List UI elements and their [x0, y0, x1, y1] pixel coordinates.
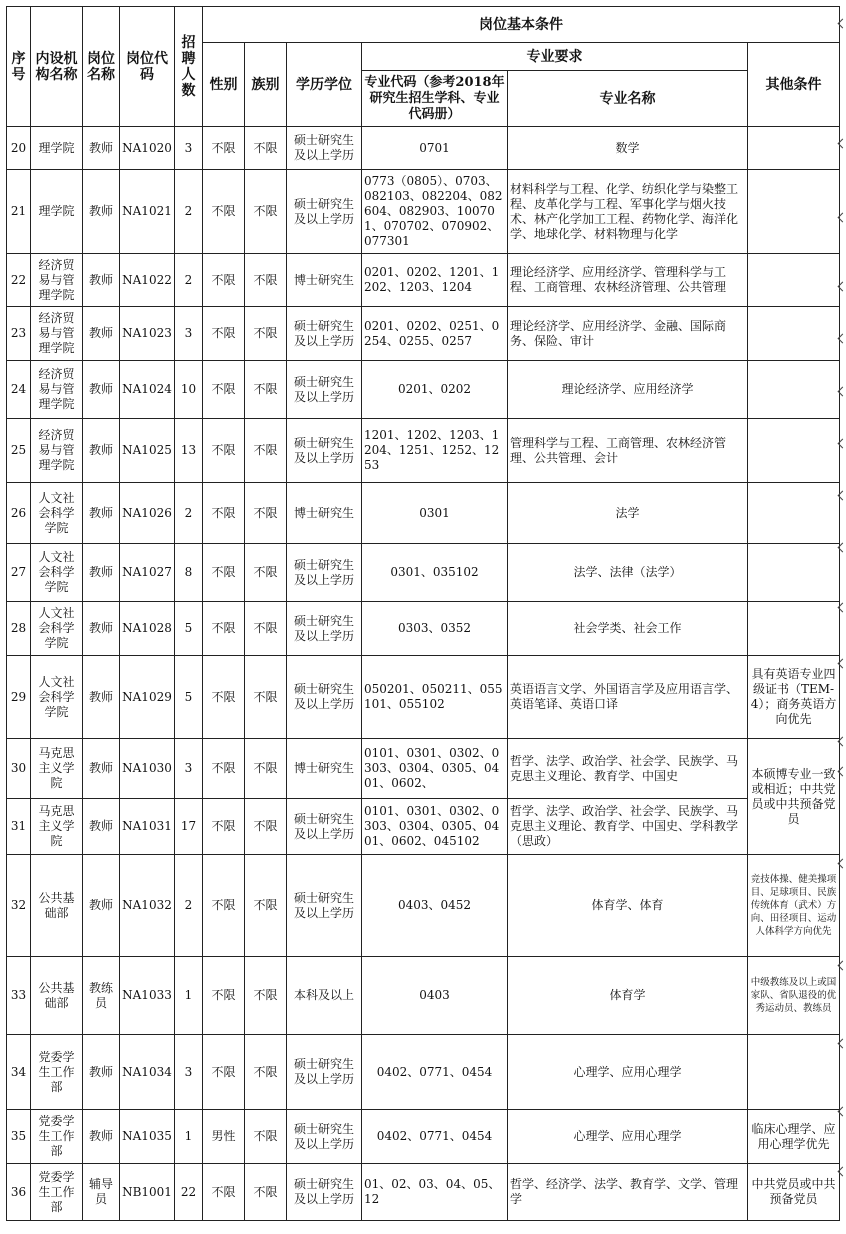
cell-post: 教师 — [83, 254, 120, 307]
table-body — [7, 127, 840, 1221]
cell-edu: 硕士研究生及以上学历 — [287, 419, 362, 483]
cell-seq: 33 — [7, 957, 31, 1035]
table-row — [7, 170, 840, 254]
cell-other — [748, 254, 840, 307]
cell-dept: 人文社会科学学院 — [31, 602, 83, 656]
cell-major-code: 0101、0301、0302、0303、0304、0305、0401、0602、 — [362, 739, 508, 799]
table-row — [7, 602, 840, 656]
cell-code: NA1034 — [120, 1035, 175, 1110]
cell-edu: 硕士研究生及以上学历 — [287, 1035, 362, 1110]
cell-major-code: 0201、0202 — [362, 361, 508, 419]
cell-code: NA1027 — [120, 544, 175, 602]
cell-edu: 硕士研究生及以上学历 — [287, 307, 362, 361]
cell-ethnic: 不限 — [245, 483, 287, 544]
cell-edu: 博士研究生 — [287, 254, 362, 307]
cell-dept: 人文社会科学学院 — [31, 544, 83, 602]
cell-other: 具有英语专业四级证书（TEM-4）；商务英语方向优先 — [748, 656, 840, 739]
cell-edu: 博士研究生 — [287, 739, 362, 799]
cell-edu: 硕士研究生及以上学历 — [287, 602, 362, 656]
cell-code: NA1035 — [120, 1110, 175, 1164]
cell-edu: 硕士研究生及以上学历 — [287, 544, 362, 602]
cell-gender: 男性 — [203, 1110, 245, 1164]
job-table — [6, 6, 840, 1221]
table-row — [7, 544, 840, 602]
header-major-code: 专业代码（参考2018年研究生招生学科、专业代码册） — [362, 71, 508, 127]
header-basic: 岗位基本条件 — [203, 7, 840, 43]
cell-dept: 公共基础部 — [31, 957, 83, 1035]
cell-major-name: 法学 — [508, 483, 748, 544]
cell-major-code: 0303、0352 — [362, 602, 508, 656]
cell-code: NA1024 — [120, 361, 175, 419]
cell-gender: 不限 — [203, 1035, 245, 1110]
cell-num: 3 — [175, 1035, 203, 1110]
cell-code: NB1001 — [120, 1164, 175, 1221]
cell-num: 3 — [175, 307, 203, 361]
table-row — [7, 1035, 840, 1110]
cell-ethnic: 不限 — [245, 127, 287, 170]
cell-seq: 20 — [7, 127, 31, 170]
table-row — [7, 1110, 840, 1164]
cell-num: 3 — [175, 739, 203, 799]
cell-major-name: 心理学、应用心理学 — [508, 1035, 748, 1110]
cell-edu: 硕士研究生及以上学历 — [287, 799, 362, 855]
cell-num: 22 — [175, 1164, 203, 1221]
cell-gender: 不限 — [203, 739, 245, 799]
cell-dept: 公共基础部 — [31, 855, 83, 957]
header-post: 岗位名称 — [83, 7, 120, 127]
cell-seq: 34 — [7, 1035, 31, 1110]
cell-major-name: 哲学、法学、政治学、社会学、民族学、马克思主义理论、教育学、中国史、学科教学（思政） — [508, 799, 748, 855]
cell-gender: 不限 — [203, 799, 245, 855]
cell-seq: 30 — [7, 739, 31, 799]
cell-num: 1 — [175, 1110, 203, 1164]
cell-seq: 21 — [7, 170, 31, 254]
cell-num: 13 — [175, 419, 203, 483]
cell-num: 2 — [175, 254, 203, 307]
cell-code: NA1022 — [120, 254, 175, 307]
cell-edu: 硕士研究生及以上学历 — [287, 1164, 362, 1221]
cell-ethnic: 不限 — [245, 739, 287, 799]
cell-num: 10 — [175, 361, 203, 419]
cell-other — [748, 544, 840, 602]
cell-num: 5 — [175, 602, 203, 656]
cell-edu: 博士研究生 — [287, 483, 362, 544]
cell-seq: 24 — [7, 361, 31, 419]
cell-code: NA1025 — [120, 419, 175, 483]
cell-code: NA1033 — [120, 957, 175, 1035]
table-row — [7, 419, 840, 483]
cell-edu: 硕士研究生及以上学历 — [287, 170, 362, 254]
cell-dept: 党委学生工作部 — [31, 1035, 83, 1110]
cell-major-name: 体育学、体育 — [508, 855, 748, 957]
cell-dept: 马克思主义学院 — [31, 799, 83, 855]
cell-other — [748, 170, 840, 254]
cell-dept: 理学院 — [31, 127, 83, 170]
cell-edu: 本科及以上 — [287, 957, 362, 1035]
cell-gender: 不限 — [203, 127, 245, 170]
cell-major-name: 管理科学与工程、工商管理、农林经济管理、公共管理、会计 — [508, 419, 748, 483]
cell-major-name: 英语语言文学、外国语言学及应用语言学、英语笔译、英语口译 — [508, 656, 748, 739]
cell-gender: 不限 — [203, 254, 245, 307]
cell-edu: 硕士研究生及以上学历 — [287, 1110, 362, 1164]
cell-code: NA1031 — [120, 799, 175, 855]
cell-gender: 不限 — [203, 957, 245, 1035]
cell-major-name: 理论经济学、应用经济学、管理科学与工程、工商管理、农林经济管理、公共管理 — [508, 254, 748, 307]
table-row — [7, 254, 840, 307]
header-edu: 学历学位 — [287, 43, 362, 127]
cell-dept: 理学院 — [31, 170, 83, 254]
cell-ethnic: 不限 — [245, 656, 287, 739]
table-row — [7, 957, 840, 1035]
cell-other: 临床心理学、应用心理学优先 — [748, 1110, 840, 1164]
cell-gender: 不限 — [203, 544, 245, 602]
cell-dept: 经济贸易与管理学院 — [31, 307, 83, 361]
cell-num: 17 — [175, 799, 203, 855]
cell-other: 竞技体操、健美操项目、足球项目、民族传统体育（武术）方向、田径项目、运动人体科学方向优先 — [748, 855, 840, 957]
table-row — [7, 483, 840, 544]
header-ethnic: 族别 — [245, 43, 287, 127]
cell-gender: 不限 — [203, 656, 245, 739]
cell-gender: 不限 — [203, 855, 245, 957]
cell-code: NA1020 — [120, 127, 175, 170]
cell-code: NA1030 — [120, 739, 175, 799]
cell-major-code: 050201、050211、055101、055102 — [362, 656, 508, 739]
cell-post: 教师 — [83, 739, 120, 799]
cell-major-name: 社会学类、社会工作 — [508, 602, 748, 656]
cell-major-name: 理论经济学、应用经济学 — [508, 361, 748, 419]
cell-post: 教师 — [83, 307, 120, 361]
cell-dept: 马克思主义学院 — [31, 739, 83, 799]
cell-seq: 27 — [7, 544, 31, 602]
cell-major-code: 01、02、03、04、05、12 — [362, 1164, 508, 1221]
cell-dept: 经济贸易与管理学院 — [31, 254, 83, 307]
cell-num: 8 — [175, 544, 203, 602]
cell-edu: 硕士研究生及以上学历 — [287, 855, 362, 957]
cell-ethnic: 不限 — [245, 544, 287, 602]
cell-ethnic: 不限 — [245, 1110, 287, 1164]
cell-seq: 32 — [7, 855, 31, 957]
cell-code: NA1023 — [120, 307, 175, 361]
table-row — [7, 127, 840, 170]
cell-num: 2 — [175, 170, 203, 254]
cell-other — [748, 419, 840, 483]
cell-dept: 人文社会科学学院 — [31, 656, 83, 739]
cell-post: 教师 — [83, 419, 120, 483]
header-dept: 内设机构名称 — [31, 7, 83, 127]
cell-num: 2 — [175, 483, 203, 544]
cell-major-code: 0201、0202、0251、0254、0255、0257 — [362, 307, 508, 361]
cell-ethnic: 不限 — [245, 254, 287, 307]
cell-major-code: 0201、0202、1201、1202、1203、1204 — [362, 254, 508, 307]
cell-post: 教师 — [83, 1035, 120, 1110]
cell-ethnic: 不限 — [245, 361, 287, 419]
cell-other — [748, 127, 840, 170]
cell-seq: 35 — [7, 1110, 31, 1164]
cell-post: 教练员 — [83, 957, 120, 1035]
cell-post: 辅导员 — [83, 1164, 120, 1221]
cell-post: 教师 — [83, 1110, 120, 1164]
cell-seq: 25 — [7, 419, 31, 483]
cell-post: 教师 — [83, 799, 120, 855]
table-row — [7, 361, 840, 419]
cell-post: 教师 — [83, 544, 120, 602]
header-major-name: 专业名称 — [508, 71, 748, 127]
cell-other — [748, 361, 840, 419]
header-seq: 序号 — [7, 7, 31, 127]
table-row — [7, 799, 840, 855]
cell-other — [748, 602, 840, 656]
cell-post: 教师 — [83, 855, 120, 957]
cell-other: 本硕博专业一致或相近；中共党员或中共预备党员 — [748, 739, 840, 855]
cell-seq: 23 — [7, 307, 31, 361]
cell-other: 中级教练及以上或国家队、省队退役的优秀运动员、教练员 — [748, 957, 840, 1035]
cell-other — [748, 1035, 840, 1110]
cell-ethnic: 不限 — [245, 170, 287, 254]
cell-gender: 不限 — [203, 307, 245, 361]
cell-gender: 不限 — [203, 361, 245, 419]
cell-gender: 不限 — [203, 602, 245, 656]
cell-num: 2 — [175, 855, 203, 957]
table-row — [7, 739, 840, 799]
cell-num: 1 — [175, 957, 203, 1035]
header-num: 招聘人数 — [175, 7, 203, 127]
cell-ethnic: 不限 — [245, 957, 287, 1035]
cell-ethnic: 不限 — [245, 1164, 287, 1221]
cell-major-name: 理论经济学、应用经济学、金融、国际商务、保险、审计 — [508, 307, 748, 361]
cell-major-name: 法学、法律（法学） — [508, 544, 748, 602]
cell-dept: 经济贸易与管理学院 — [31, 361, 83, 419]
cell-dept: 经济贸易与管理学院 — [31, 419, 83, 483]
cell-ethnic: 不限 — [245, 419, 287, 483]
cell-major-code: 0301 — [362, 483, 508, 544]
cell-major-code: 0101、0301、0302、0303、0304、0305、0401、0602、045102 — [362, 799, 508, 855]
cell-major-name: 哲学、法学、政治学、社会学、民族学、马克思主义理论、教育学、中国史 — [508, 739, 748, 799]
cell-dept: 党委学生工作部 — [31, 1110, 83, 1164]
cell-major-name: 哲学、经济学、法学、教育学、文学、管理学 — [508, 1164, 748, 1221]
cell-seq: 29 — [7, 656, 31, 739]
cell-major-name: 心理学、应用心理学 — [508, 1110, 748, 1164]
cell-post: 教师 — [83, 361, 120, 419]
cell-major-code: 0402、0771、0454 — [362, 1110, 508, 1164]
cell-gender: 不限 — [203, 1164, 245, 1221]
cell-major-code: 0773（0805）、0703、082103、082204、082604、082903、100701、070702、070902、077301 — [362, 170, 508, 254]
cell-major-code: 1201、1202、1203、1204、1251、1252、1253 — [362, 419, 508, 483]
cell-seq: 36 — [7, 1164, 31, 1221]
cell-code: NA1021 — [120, 170, 175, 254]
cell-num: 3 — [175, 127, 203, 170]
cell-dept: 党委学生工作部 — [31, 1164, 83, 1221]
cell-edu: 硕士研究生及以上学历 — [287, 656, 362, 739]
header-gender: 性别 — [203, 43, 245, 127]
cell-major-name: 材料科学与工程、化学、纺织化学与染整工程、皮革化学与工程、军事化学与烟火技术、林产化学加工工程、药物化学、海洋化学、地球化学、材料物理与化学 — [508, 170, 748, 254]
cell-other — [748, 483, 840, 544]
cell-major-code: 0403、0452 — [362, 855, 508, 957]
cell-ethnic: 不限 — [245, 799, 287, 855]
cell-ethnic: 不限 — [245, 307, 287, 361]
cell-major-code: 0403 — [362, 957, 508, 1035]
cell-post: 教师 — [83, 656, 120, 739]
cell-major-name: 体育学 — [508, 957, 748, 1035]
cell-other — [748, 307, 840, 361]
cell-major-name: 数学 — [508, 127, 748, 170]
cell-seq: 31 — [7, 799, 31, 855]
cell-num: 5 — [175, 656, 203, 739]
cell-major-code: 0301、035102 — [362, 544, 508, 602]
cell-post: 教师 — [83, 483, 120, 544]
cell-post: 教师 — [83, 602, 120, 656]
cell-gender: 不限 — [203, 483, 245, 544]
cell-seq: 22 — [7, 254, 31, 307]
cell-seq: 28 — [7, 602, 31, 656]
cell-ethnic: 不限 — [245, 855, 287, 957]
cell-gender: 不限 — [203, 419, 245, 483]
cell-code: NA1029 — [120, 656, 175, 739]
cell-ethnic: 不限 — [245, 602, 287, 656]
table-row — [7, 855, 840, 957]
cell-major-code: 0402、0771、0454 — [362, 1035, 508, 1110]
cell-edu: 硕士研究生及以上学历 — [287, 361, 362, 419]
header-other: 其他条件 — [748, 43, 840, 127]
cell-code: NA1028 — [120, 602, 175, 656]
header-code: 岗位代码 — [120, 7, 175, 127]
table-row — [7, 656, 840, 739]
cell-seq: 26 — [7, 483, 31, 544]
cell-other: 中共党员或中共预备党员 — [748, 1164, 840, 1221]
table-row — [7, 307, 840, 361]
cell-post: 教师 — [83, 127, 120, 170]
cell-ethnic: 不限 — [245, 1035, 287, 1110]
cell-dept: 人文社会科学学院 — [31, 483, 83, 544]
cell-post: 教师 — [83, 170, 120, 254]
cell-edu: 硕士研究生及以上学历 — [287, 127, 362, 170]
cell-gender: 不限 — [203, 170, 245, 254]
cell-code: NA1032 — [120, 855, 175, 957]
table-row — [7, 1164, 840, 1221]
header-major-req: 专业要求 — [362, 43, 748, 71]
cell-major-code: 0701 — [362, 127, 508, 170]
cell-code: NA1026 — [120, 483, 175, 544]
